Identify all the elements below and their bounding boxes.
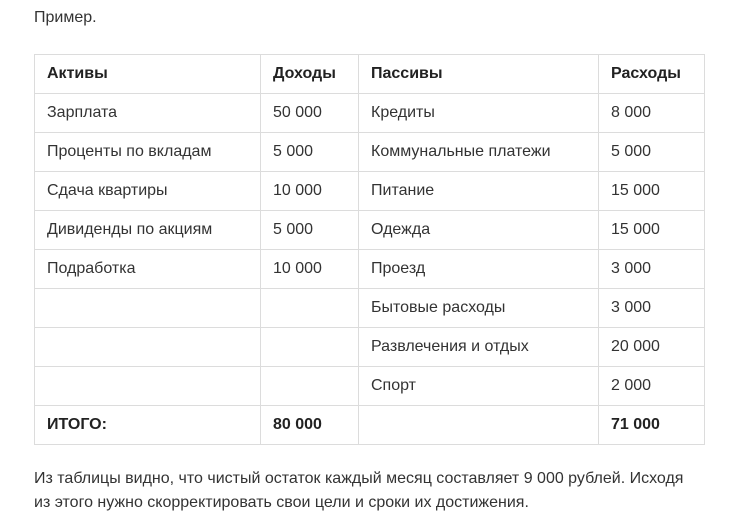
expense-cell: 3 000 — [599, 250, 705, 289]
liability-cell: Коммунальные платежи — [359, 133, 599, 172]
total-empty-cell — [359, 406, 599, 445]
income-cell: 50 000 — [261, 94, 359, 133]
table-header-row — [35, 55, 705, 94]
conclusion-paragraph — [34, 467, 714, 515]
table-row — [35, 289, 705, 328]
asset-cell — [35, 328, 261, 367]
expense-cell: 20 000 — [599, 328, 705, 367]
table-row — [35, 367, 705, 406]
header-expenses: Расходы — [599, 55, 705, 94]
income-cell: 10 000 — [261, 172, 359, 211]
income-cell — [261, 367, 359, 406]
total-label: ИТОГО: — [35, 406, 261, 445]
budget-table — [34, 54, 705, 445]
expense-cell: 5 000 — [599, 133, 705, 172]
total-income: 80 000 — [261, 406, 359, 445]
income-cell — [261, 289, 359, 328]
asset-cell: Подработка — [35, 250, 261, 289]
expense-cell: 8 000 — [599, 94, 705, 133]
header-liabilities: Пассивы — [359, 55, 599, 94]
income-cell — [261, 328, 359, 367]
liability-cell: Проезд — [359, 250, 599, 289]
table-row — [35, 211, 705, 250]
asset-cell: Зарплата — [35, 94, 261, 133]
expense-cell: 2 000 — [599, 367, 705, 406]
total-expenses: 71 000 — [599, 406, 705, 445]
income-cell: 5 000 — [261, 211, 359, 250]
header-income: Доходы — [261, 55, 359, 94]
asset-cell — [35, 289, 261, 328]
table-row — [35, 172, 705, 211]
asset-cell: Проценты по вкладам — [35, 133, 261, 172]
liability-cell: Спорт — [359, 367, 599, 406]
asset-cell — [35, 367, 261, 406]
asset-cell: Сдача квартиры — [35, 172, 261, 211]
liability-cell: Питание — [359, 172, 599, 211]
conclusion-line-2: из этого нужно скорректировать свои цели и сроки их достижения. — [34, 494, 529, 511]
expense-cell: 15 000 — [599, 211, 705, 250]
expense-cell: 3 000 — [599, 289, 705, 328]
income-cell: 5 000 — [261, 133, 359, 172]
intro-text: Пример. — [34, 9, 97, 26]
asset-cell: Дивиденды по акциям — [35, 211, 261, 250]
liability-cell: Одежда — [359, 211, 599, 250]
table-row — [35, 328, 705, 367]
header-assets: Активы — [35, 55, 261, 94]
table-row — [35, 133, 705, 172]
liability-cell: Кредиты — [359, 94, 599, 133]
expense-cell: 15 000 — [599, 172, 705, 211]
income-cell: 10 000 — [261, 250, 359, 289]
liability-cell: Бытовые расходы — [359, 289, 599, 328]
conclusion-line-1: Из таблицы видно, что чистый остаток каждый месяц составляет 9 000 рублей. Исходя — [34, 470, 684, 487]
table-row — [35, 250, 705, 289]
liability-cell: Развлечения и отдых — [359, 328, 599, 367]
total-row — [35, 406, 705, 445]
table-row — [35, 94, 705, 133]
